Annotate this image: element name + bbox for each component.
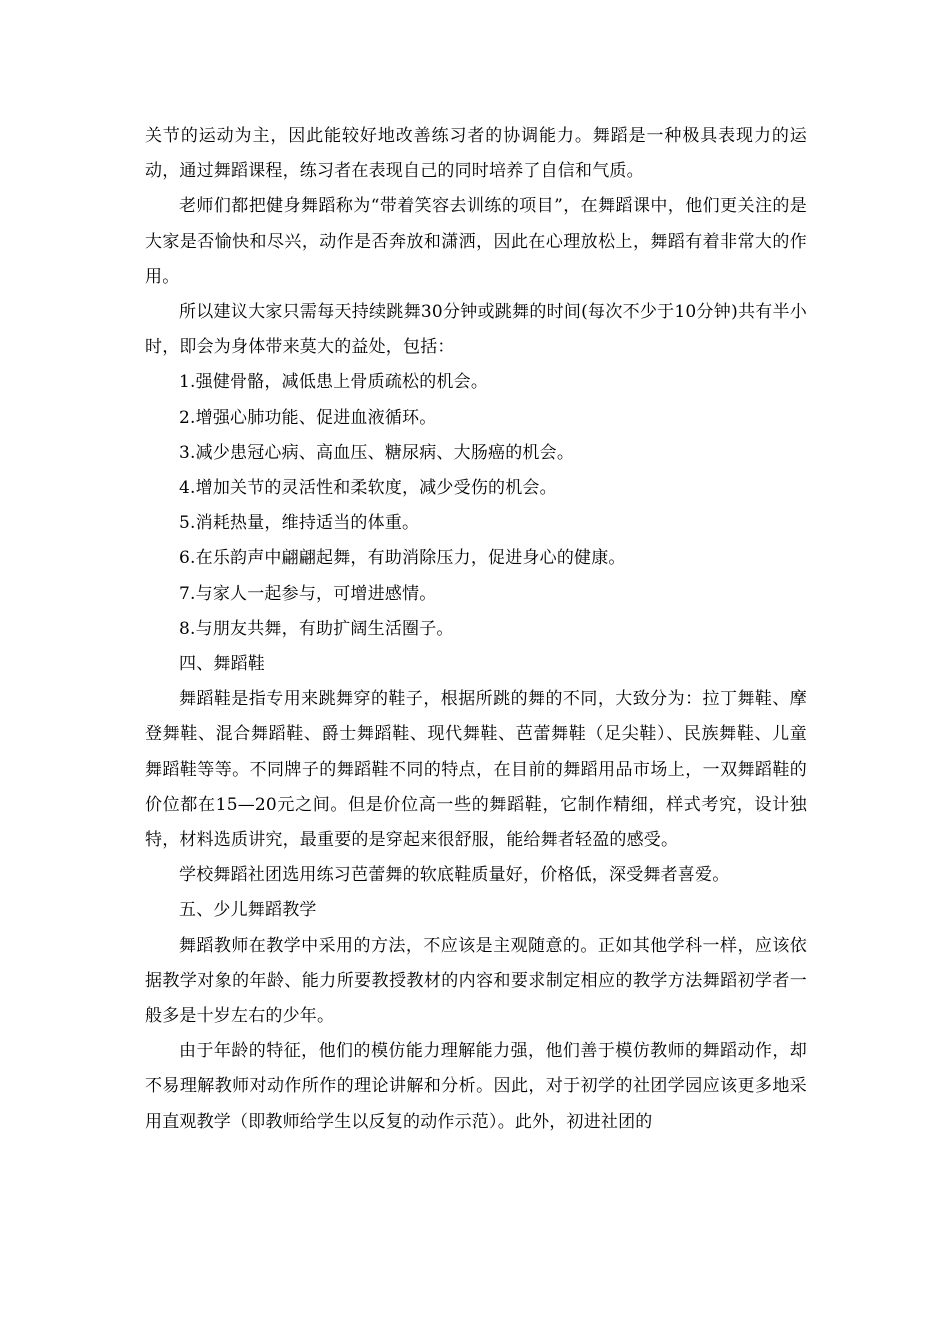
list-item: 3.减少患冠心病、高血压、糖尿病、大肠癌的机会。 <box>179 442 575 463</box>
list-item: 4.增加关节的灵活性和柔软度，减少受伤的机会。 <box>179 478 557 499</box>
list-item: 6.在乐韵声中翩翩起舞，有助消除压力，促进身心的健康。 <box>179 548 626 569</box>
list-item: 7.与家人一起参与，可增进感情。 <box>179 583 437 604</box>
paragraph: 舞蹈鞋是指专用来跳舞穿的鞋子，根据所跳的舞的不同，大致分为：拉丁舞鞋、摩登舞鞋、混合舞蹈鞋、爵士舞蹈鞋、现代舞鞋、芭蕾舞鞋（足尖鞋）、民族舞鞋、儿童舞蹈鞋等等。不同牌子的舞蹈鞋不同的特点，在目前的舞蹈用品市场上，一双舞蹈鞋的价位都在15—20元之间。但是价位高一些的舞蹈鞋，它制作精细，样式考究，设计独特，材料选质讲究，最重要的是穿起来很舒服，能给舞者轻盈的感受。 <box>145 689 807 851</box>
section-heading: 四、舞蹈鞋 <box>179 654 265 675</box>
paragraph: 关节的运动为主，因此能较好地改善练习者的协调能力。舞蹈是一种极具表现力的运动，通过舞蹈课程，练习者在表现自己的同时培养了自信和气质。 <box>145 126 807 182</box>
paragraph: 所以建议大家只需每天持续跳舞30分钟或跳舞的时间(每次不少于10分钟)共有半小时，即会为身体带来莫大的益处，包括： <box>145 302 807 358</box>
list-item: 8.与朋友共舞，有助扩阔生活圈子。 <box>179 618 454 639</box>
section-heading: 五、少儿舞蹈教学 <box>179 900 317 921</box>
paragraph: 由于年龄的特征，他们的模仿能力理解能力强，他们善于模仿教师的舞蹈动作，却不易理解教师对动作所作的理论讲解和分析。因此，对于初学的社团学园应该更多地采用直观教学（即教师给学生以反复的动作示范）。此外，初进社团的 <box>145 1041 807 1132</box>
paragraph: 老师们都把健身舞蹈称为“带着笑容去训练的项目”，在舞蹈课中，他们更关注的是大家是否愉快和尽兴，动作是否奔放和潇洒，因此在心理放松上，舞蹈有着非常大的作用。 <box>145 196 807 287</box>
paragraph: 舞蹈教师在教学中采用的方法，不应该是主观随意的。正如其他学科一样，应该依据教学对象的年龄、能力所要教授教材的内容和要求制定相应的教学方法舞蹈初学者一般多是十岁左右的少年。 <box>145 935 807 1027</box>
list-item: 5.消耗热量，维持适当的体重。 <box>179 513 420 534</box>
paragraph: 学校舞蹈社团选用练习芭蕾舞的软底鞋质量好，价格低，深受舞者喜爱。 <box>179 865 730 886</box>
list-item: 2.增强心肺功能、促进血液循环。 <box>179 407 437 428</box>
document-body <box>145 119 807 1140</box>
list-item: 1.强健骨骼，减低患上骨质疏松的机会。 <box>179 372 489 393</box>
